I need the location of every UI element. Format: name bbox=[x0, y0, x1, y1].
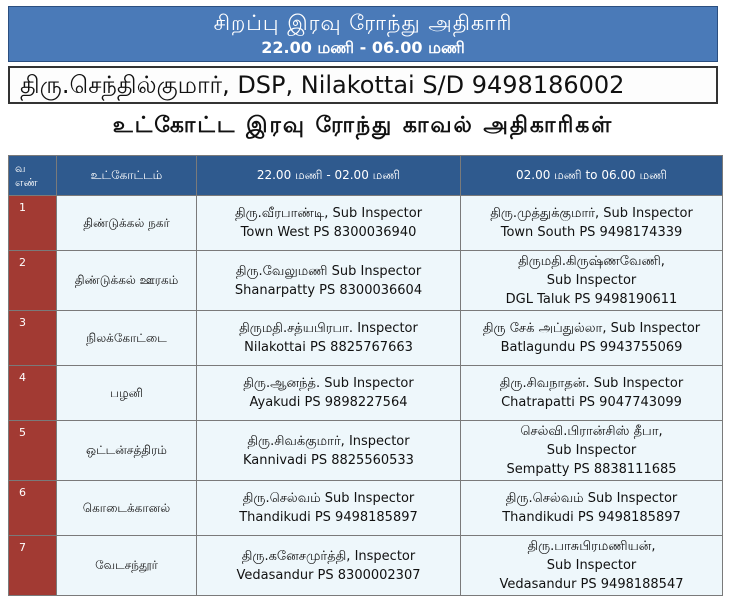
patrol-roster-table bbox=[8, 155, 723, 596]
header-time: 22.00 மணி - 06.00 மணி bbox=[261, 38, 465, 57]
shift-1-officer-cell bbox=[197, 196, 461, 251]
shift-2-officer-cell bbox=[461, 311, 723, 366]
shift-2-officer-cell bbox=[461, 251, 723, 311]
shift-1-officer-cell bbox=[197, 311, 461, 366]
header-shift-2: 02.00 மணி to 06.00 மணி bbox=[461, 156, 723, 196]
officer-detail-line: Sub Inspector bbox=[546, 273, 637, 288]
subdivision-cell: கொடைக்கானல் bbox=[57, 481, 197, 536]
header-title: சிறப்பு இரவு ரோந்து அதிகாரி bbox=[213, 11, 513, 35]
subdivision-cell: நிலக்கோட்டை bbox=[57, 311, 197, 366]
officer-detail-line: திரு சேக் அப்துல்லா, Sub Inspector bbox=[482, 321, 701, 336]
serial-number-cell: 4 bbox=[9, 366, 57, 421]
shift-2-officer-cell bbox=[461, 366, 723, 421]
officer-detail-line: Thandikudi PS 9498185897 bbox=[502, 510, 681, 525]
shift-2-officer-cell bbox=[461, 536, 723, 596]
officer-detail-line: திரு.கனேசமுர்த்தி, Inspector bbox=[241, 548, 416, 564]
officer-detail-line: Kannivadi PS 8825560533 bbox=[243, 452, 414, 468]
shift-1-officer-cell bbox=[197, 536, 461, 596]
officer-detail-line: திரு.முத்துக்குமார், Sub Inspector bbox=[490, 206, 693, 221]
officer-detail-line: Vedasandur PS 9498188547 bbox=[499, 577, 684, 592]
table-row bbox=[9, 196, 723, 251]
serial-number-cell: 3 bbox=[9, 311, 57, 366]
table-row bbox=[9, 421, 723, 481]
special-officer-header bbox=[8, 6, 718, 62]
officer-detail-line: Town West PS 8300036940 bbox=[240, 225, 417, 240]
officer-detail-line: திரு.ஆனந்த். Sub Inspector bbox=[243, 376, 414, 391]
serial-number-cell: 2 bbox=[9, 251, 57, 311]
serial-number-cell: 7 bbox=[9, 536, 57, 596]
officer-detail-line: Sub Inspector bbox=[546, 443, 637, 458]
officer-detail-line: Thandikudi PS 9498185897 bbox=[239, 510, 418, 525]
officer-detail-line: திரு.சிவநாதன். Sub Inspector bbox=[499, 376, 684, 391]
officer-detail-line: Chatrapatti PS 9047743099 bbox=[501, 395, 682, 410]
officer-detail-line: திரு.செல்வம் Sub Inspector bbox=[505, 491, 678, 506]
officer-detail-line: செல்வி.பிரான்சிஸ் தீபா, bbox=[520, 424, 663, 439]
table-row bbox=[9, 536, 723, 596]
officer-detail-line: Shanarpatty PS 8300036604 bbox=[234, 282, 423, 298]
officer-detail-line: திருமதி.கிருஷ்ணவேணி, bbox=[518, 254, 665, 269]
officer-detail-line: திரு.வீரபாண்டி, Sub Inspector bbox=[234, 206, 423, 221]
officer-detail-line: Vedasandur PS 8300002307 bbox=[236, 567, 421, 583]
table-row bbox=[9, 481, 723, 536]
shift-1-officer-cell bbox=[197, 251, 461, 311]
subdivision-cell: திண்டுக்கல் நகர் bbox=[57, 196, 197, 251]
subdivision-cell: திண்டுக்கல் ஊரகம் bbox=[57, 251, 197, 311]
shift-1-officer-cell bbox=[197, 366, 461, 421]
header-subdivision: உட்கோட்டம் bbox=[57, 156, 197, 196]
shift-1-officer-cell bbox=[197, 421, 461, 481]
table-title: உட்கோட்ட இரவு ரோந்து காவல் அதிகாரிகள் bbox=[112, 113, 614, 138]
shift-2-officer-cell bbox=[461, 196, 723, 251]
header-shift-1: 22.00 மணி - 02.00 மணி bbox=[197, 156, 461, 196]
shift-2-officer-cell bbox=[461, 481, 723, 536]
officer-detail-line: திரு.வேலுமணி Sub Inspector bbox=[235, 263, 422, 279]
shift-1-officer-cell bbox=[197, 481, 461, 536]
officer-detail-line: Town South PS 9498174339 bbox=[500, 225, 683, 240]
subdivision-cell: ஒட்டன்சத்திரம் bbox=[57, 421, 197, 481]
officer-detail-line: Batlagundu PS 9943755069 bbox=[500, 340, 683, 355]
officer-detail-line: Nilakottai PS 8825767663 bbox=[244, 340, 413, 355]
officer-detail-line: திருமதி.சத்யபிரபா. Inspector bbox=[239, 321, 418, 336]
serial-number-cell: 5 bbox=[9, 421, 57, 481]
officer-detail-line: DGL Taluk PS 9498190611 bbox=[505, 292, 678, 307]
subdivision-cell: பழனி bbox=[57, 366, 197, 421]
header-serial-no: வ எண் bbox=[9, 156, 57, 196]
officer-detail-line: Sub Inspector bbox=[546, 558, 637, 573]
officer-detail-line: திரு.சிவக்குமார், Inspector bbox=[247, 433, 410, 449]
serial-number-cell: 1 bbox=[9, 196, 57, 251]
table-row bbox=[9, 311, 723, 366]
serial-number-cell: 6 bbox=[9, 481, 57, 536]
special-officer-details: திரு.செந்தில்குமார், DSP, Nilakottai S/D 9498186002 bbox=[8, 66, 718, 104]
officer-detail-line: திரு.செல்வம் Sub Inspector bbox=[242, 491, 415, 506]
table-row bbox=[9, 251, 723, 311]
subdivision-cell: வேடசந்தூர் bbox=[57, 536, 197, 596]
table-header-row bbox=[9, 156, 723, 196]
officer-detail-line: Ayakudi PS 9898227564 bbox=[249, 395, 408, 410]
officer-detail-line: திரு.பாசுபிரமணியன், bbox=[527, 539, 656, 554]
officer-detail-line: Sempatty PS 8838111685 bbox=[506, 462, 677, 477]
shift-2-officer-cell bbox=[461, 421, 723, 481]
table-row bbox=[9, 366, 723, 421]
